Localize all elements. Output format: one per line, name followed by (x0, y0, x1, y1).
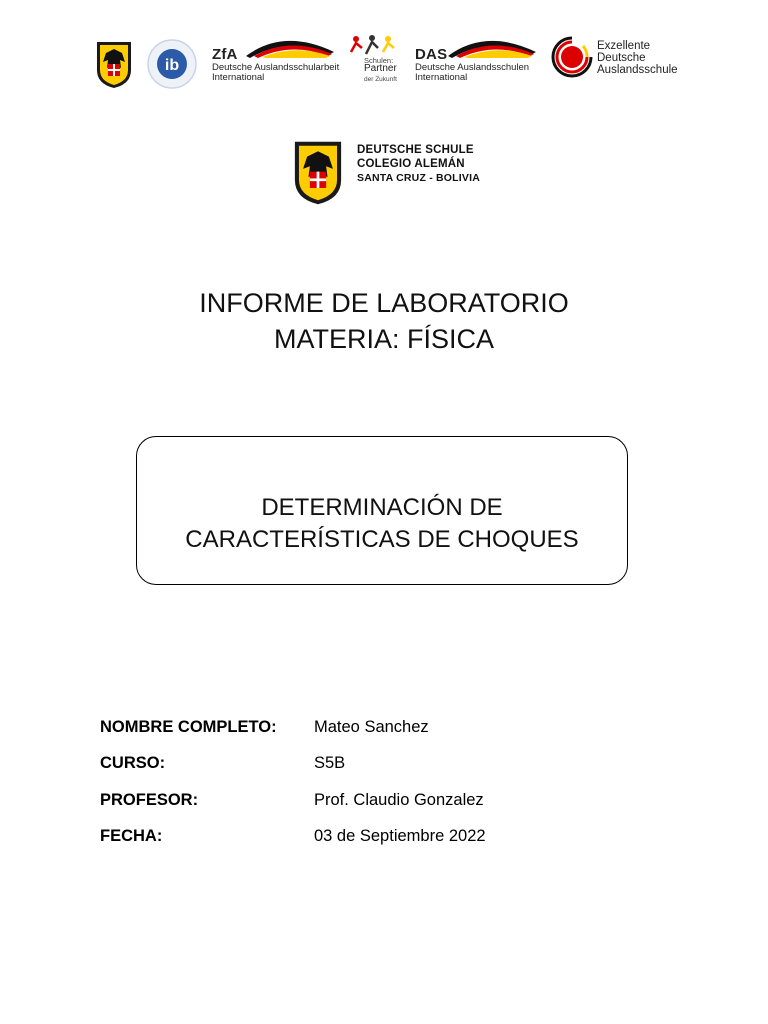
report-title-line2: MATERIA: FÍSICA (273, 324, 495, 354)
topic-line2: CARACTERÍSTICAS DE CHOQUES (185, 526, 579, 553)
info-label: PROFESOR: (100, 791, 199, 809)
school-name-line2: COLEGIO ALEMÁN (357, 158, 465, 170)
info-row-date (100, 827, 700, 851)
excellent-line3: Auslandsschule (597, 64, 678, 76)
ib-logo-icon (146, 38, 198, 95)
topic-frame (136, 436, 628, 585)
partner-logo (346, 34, 404, 82)
excellent-circle-icon (551, 36, 593, 78)
excellent-school-logo (551, 36, 676, 80)
partner-line2: Partner (364, 63, 397, 74)
svg-text:ib: ib (164, 57, 180, 74)
das-line1: Deutsche Auslandsschulen (415, 62, 530, 73)
excellent-line1: Exzellente (597, 40, 651, 52)
das-line2: International (415, 72, 468, 83)
school-crest-icon (95, 40, 133, 95)
zfa-logo (212, 34, 340, 83)
info-row-course (100, 754, 700, 778)
info-label: NOMBRE COMPLETO: (100, 718, 277, 736)
partner-figures-icon (348, 34, 402, 56)
topic-line1: DETERMINACIÓN DE (261, 494, 503, 521)
school-crest-large-icon (292, 139, 344, 212)
report-title-line1: INFORME DE LABORATORIO (199, 288, 569, 318)
das-logo (415, 34, 540, 82)
zfa-line2: International (212, 72, 265, 83)
info-row-name (100, 718, 700, 742)
info-value: Mateo Sanchez (314, 718, 429, 736)
excellent-line2: Deutsche (597, 52, 646, 64)
das-abbr: DAS (415, 46, 448, 63)
school-name-line1: DEUTSCHE SCHULE (357, 144, 474, 156)
zfa-line1: Deutsche Auslandsschularbeit (212, 62, 340, 73)
zfa-swoosh-icon (244, 34, 336, 58)
school-name (357, 143, 480, 185)
das-swoosh-icon (445, 34, 539, 58)
zfa-abbr: ZfA (212, 46, 238, 63)
school-name-line3: SANTA CRUZ - BOLIVIA (357, 172, 480, 184)
info-value: 03 de Septiembre 2022 (314, 827, 486, 845)
info-row-teacher (100, 791, 700, 815)
info-label: CURSO: (100, 754, 166, 772)
partner-line3: der Zukunft (364, 76, 397, 83)
info-label: FECHA: (100, 827, 163, 845)
partner-line1: Schulen: (364, 56, 394, 65)
info-value: S5B (314, 754, 346, 772)
info-value: Prof. Claudio Gonzalez (314, 791, 484, 809)
